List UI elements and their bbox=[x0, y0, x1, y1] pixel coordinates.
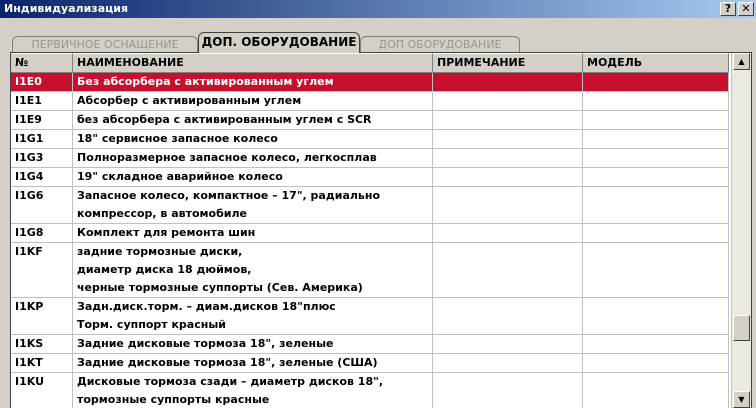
row-name-line: Абсорбер с активированным углем bbox=[77, 94, 302, 107]
help-button[interactable]: ? bbox=[720, 2, 736, 16]
row-note bbox=[433, 130, 583, 149]
scroll-up-icon[interactable]: ▲ bbox=[733, 53, 750, 70]
row-note bbox=[433, 224, 583, 243]
row-name bbox=[73, 354, 433, 373]
row-code: I1KU bbox=[11, 373, 73, 408]
row-note bbox=[433, 92, 583, 111]
row-note bbox=[433, 373, 583, 408]
row-code: I1G4 bbox=[11, 168, 73, 187]
row-model bbox=[583, 130, 729, 149]
row-name bbox=[73, 187, 433, 224]
row-code: I1G3 bbox=[11, 149, 73, 168]
row-name-line: Без абсорбера с активированным углем bbox=[77, 75, 334, 88]
table-row[interactable] bbox=[11, 130, 729, 149]
row-name-line: черные тормозные суппорты (Сев. Америка) bbox=[77, 281, 363, 294]
row-name bbox=[73, 73, 433, 92]
row-name-line: задние тормозные диски, bbox=[77, 245, 243, 258]
table-row[interactable] bbox=[11, 298, 729, 335]
row-name-line: Полноразмерное запасное колесо, легкосплав bbox=[77, 151, 377, 164]
row-name bbox=[73, 298, 433, 335]
row-name-line: диаметр диска 18 дюймов, bbox=[77, 263, 252, 276]
table-row[interactable] bbox=[11, 335, 729, 354]
row-note bbox=[433, 168, 583, 187]
row-name-line: Задние дисковые тормоза 18", зеленые (США) bbox=[77, 356, 378, 369]
title-bar bbox=[0, 0, 756, 18]
column-header-note[interactable]: ПРИМЕЧАНИЕ bbox=[433, 53, 583, 73]
tab-primary-equipment[interactable]: ПЕРВИЧНОЕ ОСНАЩЕНИЕ bbox=[12, 36, 198, 52]
row-model bbox=[583, 187, 729, 224]
row-code: I1KP bbox=[11, 298, 73, 335]
row-code: I1G6 bbox=[11, 187, 73, 224]
row-note bbox=[433, 73, 583, 92]
row-name-line: 19" складное аварийное колесо bbox=[77, 170, 283, 183]
column-header-name[interactable]: НАИМЕНОВАНИЕ bbox=[73, 53, 433, 73]
row-name bbox=[73, 111, 433, 130]
row-name bbox=[73, 149, 433, 168]
table-row[interactable] bbox=[11, 243, 729, 298]
row-model bbox=[583, 335, 729, 354]
row-name-line: Дисковые тормоза сзади – диаметр дисков 18", bbox=[77, 375, 384, 388]
row-model bbox=[583, 168, 729, 187]
row-code: I1G1 bbox=[11, 130, 73, 149]
row-model bbox=[583, 354, 729, 373]
row-note bbox=[433, 298, 583, 335]
row-note bbox=[433, 149, 583, 168]
row-name-line: Задние дисковые тормоза 18", зеленые bbox=[77, 337, 334, 350]
column-header-model[interactable]: МОДЕЛЬ bbox=[583, 53, 729, 73]
table-row[interactable] bbox=[11, 187, 729, 224]
row-code: I1E0 bbox=[11, 73, 73, 92]
row-name bbox=[73, 224, 433, 243]
row-name-line: компрессор, в автомобиле bbox=[77, 207, 247, 220]
table-row[interactable] bbox=[11, 168, 729, 187]
close-button[interactable]: ✕ bbox=[738, 2, 754, 16]
row-model bbox=[583, 73, 729, 92]
table-header bbox=[11, 53, 729, 73]
vertical-scrollbar[interactable] bbox=[731, 53, 751, 408]
row-name-line: Задн.диск.торм. – диам.дисков 18"плюс bbox=[77, 300, 336, 313]
table-body bbox=[11, 73, 729, 408]
row-model bbox=[583, 243, 729, 298]
window-title: Индивидуализация bbox=[4, 2, 129, 15]
tab-extra-equipment-2[interactable]: ДОП ОБОРУДОВАНИЕ bbox=[360, 36, 520, 52]
table-row[interactable] bbox=[11, 224, 729, 243]
column-header-number[interactable]: № bbox=[11, 53, 73, 73]
row-name-line: без абсорбера с активированным углем с SCR bbox=[77, 113, 372, 126]
row-code: I1G8 bbox=[11, 224, 73, 243]
row-note bbox=[433, 335, 583, 354]
table-row[interactable] bbox=[11, 354, 729, 373]
row-code: I1E9 bbox=[11, 111, 73, 130]
row-model bbox=[583, 298, 729, 335]
row-code: I1KT bbox=[11, 354, 73, 373]
tab-extra-equipment[interactable]: ДОП. ОБОРУДОВАНИЕ bbox=[198, 32, 360, 53]
row-name bbox=[73, 335, 433, 354]
row-model bbox=[583, 224, 729, 243]
row-name bbox=[73, 130, 433, 149]
table-row[interactable] bbox=[11, 73, 729, 92]
row-code: I1KF bbox=[11, 243, 73, 298]
table-row[interactable] bbox=[11, 111, 729, 130]
row-name-line: Запасное колесо, компактное – 17", радиально bbox=[77, 189, 381, 202]
row-model bbox=[583, 111, 729, 130]
scroll-down-icon[interactable]: ▼ bbox=[733, 391, 750, 408]
row-name-line: 18" сервисное запасное колесо bbox=[77, 132, 278, 145]
row-name bbox=[73, 243, 433, 298]
table-row[interactable] bbox=[11, 92, 729, 111]
row-model bbox=[583, 149, 729, 168]
table-row[interactable] bbox=[11, 373, 729, 408]
row-code: I1KS bbox=[11, 335, 73, 354]
row-model bbox=[583, 373, 729, 408]
row-note bbox=[433, 111, 583, 130]
row-model bbox=[583, 92, 729, 111]
row-code: I1E1 bbox=[11, 92, 73, 111]
tab-strip bbox=[10, 32, 750, 52]
row-note bbox=[433, 243, 583, 298]
row-name bbox=[73, 373, 433, 408]
table-row[interactable] bbox=[11, 149, 729, 168]
equipment-table-panel bbox=[10, 52, 752, 408]
row-name-line: Торм. суппорт красный bbox=[77, 318, 226, 331]
row-name-line: Комплект для ремонта шин bbox=[77, 226, 256, 239]
row-name-line: тормозные суппорты красные bbox=[77, 393, 270, 406]
row-name bbox=[73, 92, 433, 111]
scroll-thumb[interactable] bbox=[733, 315, 750, 341]
row-name bbox=[73, 168, 433, 187]
row-note bbox=[433, 187, 583, 224]
row-note bbox=[433, 354, 583, 373]
